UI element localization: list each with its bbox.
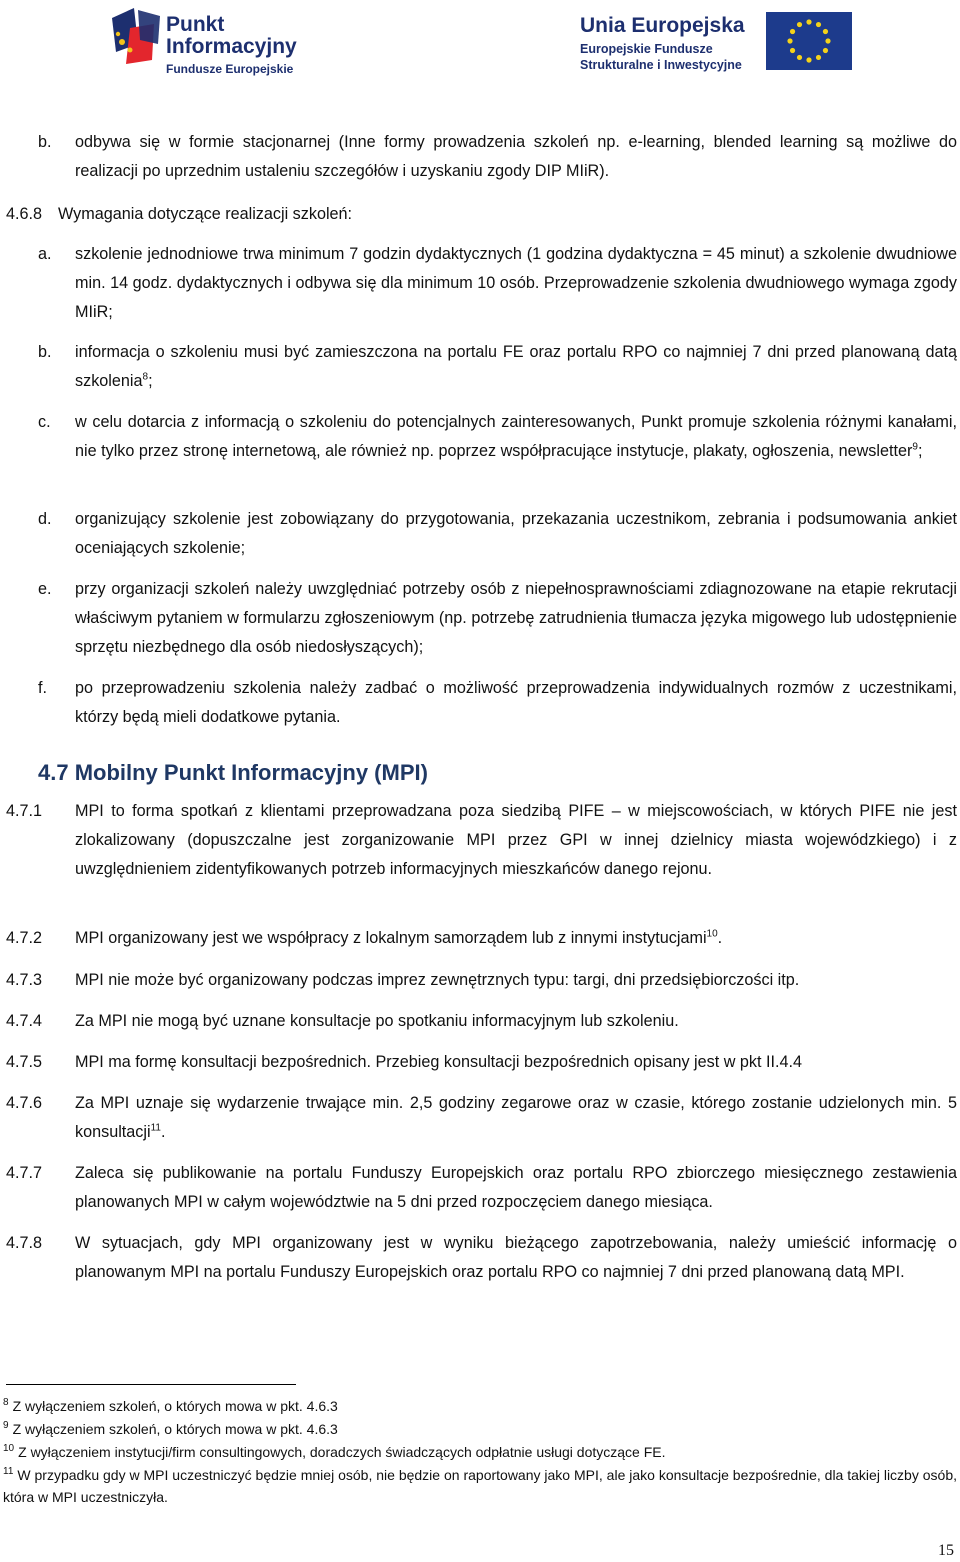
item-number: 4.7.6 xyxy=(6,1094,43,1112)
footnote xyxy=(3,1418,957,1440)
eu-star-icon xyxy=(797,22,802,27)
item-number: 4.7.5 xyxy=(6,1053,43,1071)
item-body: MPI ma formę konsultacji bezpośrednich. Przebieg konsultacji bezpośrednich opisany jest w pkt II.4.4 xyxy=(75,1053,802,1071)
list-label: f. xyxy=(38,679,47,697)
footnote-ref: 8 xyxy=(142,371,149,383)
item-body: organizujący szkolenie jest zobowiązany do przygotowania, przekazania uczestnikom, zebrania i podsumowania ankiet oceniających szkolenie; xyxy=(75,510,957,557)
item-text xyxy=(75,338,957,396)
list-label: d. xyxy=(38,510,52,528)
eu-star-icon xyxy=(790,48,795,53)
footnote-text: W przypadku gdy w MPI uczestniczyć będzie mniej osób, nie będzie on raportowany jako MPI, ale jako konsultacje bezpośrednie, dla takiej liczby osób, która w MPI uczestniczyła. xyxy=(3,1467,957,1505)
section-heading-47: 4.7 Mobilny Punkt Informacyjny (MPI) xyxy=(38,760,428,785)
numbered-item xyxy=(0,1089,960,1147)
item-body: MPI to forma spotkań z klientami przeprowadzana poza siedzibą PIFE – w miejscowościach, w których PIFE nie jest zlokalizowany (dopuszczalne jest zorganizowanie MPI przez GPI w innej dzielnicy miasta wojewódzkiego) i z uwzględnieniem zidentyfikowanych potrzeb informacyjnych mieszkańców danego rejonu. xyxy=(75,802,957,878)
item-body: po przeprowadzeniu szkolenia należy zadbać o możliwość przeprowadzenia indywidualnych rozmów z uczestnikami, którzy będą mieli dodatkowe pytania. xyxy=(75,679,957,726)
footnote-ref: 9 xyxy=(912,441,918,453)
page-number: 15 xyxy=(938,1542,954,1559)
item-number: 4.7.1 xyxy=(6,802,43,820)
eu-star-icon xyxy=(823,48,828,53)
footnote-number: 8 xyxy=(3,1397,9,1409)
item-number: 4.7.7 xyxy=(6,1164,43,1182)
section-title: Wymagania dotyczące realizacji szkoleń: xyxy=(58,205,353,223)
unia-europejska-logo xyxy=(580,8,852,74)
item-number: 4.7.8 xyxy=(6,1234,43,1252)
footnote-number: 10 xyxy=(3,1443,15,1455)
item-text xyxy=(75,1048,957,1077)
item-text xyxy=(75,240,957,327)
punkt-informacyjny-logo xyxy=(108,4,308,76)
section-heading-468 xyxy=(0,200,960,230)
list-label: b. xyxy=(38,133,52,151)
item-text xyxy=(75,797,957,884)
item-tail: . xyxy=(717,929,723,947)
eu-star-icon xyxy=(787,38,792,43)
item-body: w celu dotarcia z informacją o szkoleniu do potencjalnych zainteresowanych, Punkt promuje szkolenia różnymi kanałami, nie tylko przez stronę internetową, ale również np. poprzez współpracujące instytucje, plakaty, ogłoszenia, newsletter xyxy=(75,413,957,460)
item-tail: ; xyxy=(148,372,153,390)
numbered-item xyxy=(0,1048,960,1077)
page-header xyxy=(0,0,960,80)
list-item xyxy=(0,338,960,396)
intro-item xyxy=(0,128,960,186)
eu-star-icon xyxy=(806,57,811,62)
numbered-item xyxy=(0,797,960,913)
item-text xyxy=(75,924,957,953)
list-label: e. xyxy=(38,580,52,598)
eu-star-icon xyxy=(790,29,795,34)
list-label: a. xyxy=(38,245,52,263)
list-item xyxy=(0,575,960,662)
item-body: W sytuacjach, gdy MPI organizowany jest w wyniku bieżącego zapotrzebowania, należy umieścić informację o planowanym MPI na portalu Funduszy Europejskich oraz portalu RPO co najmniej 7 dni przed planowaną datą MPI. xyxy=(75,1234,957,1281)
numbered-item xyxy=(0,1159,960,1217)
footnote-ref: 10 xyxy=(706,928,718,940)
eu-flag-icon xyxy=(766,12,852,70)
list-item xyxy=(0,505,960,563)
numbered-item xyxy=(0,924,960,953)
list-label: c. xyxy=(38,413,51,431)
numbered-item xyxy=(0,1007,960,1036)
footnote-text: Z wyłączeniem szkoleń, o których mowa w pkt. 4.6.3 xyxy=(12,1398,338,1414)
item-tail: ; xyxy=(917,442,923,460)
item-number: 4.7.2 xyxy=(6,929,43,947)
unia-europejska-name: Unia Europejska xyxy=(580,14,745,37)
item-text xyxy=(75,1007,957,1036)
eu-star-icon xyxy=(816,55,821,60)
punkt-informacyjny-name: Punkt Informacyjny xyxy=(166,13,297,58)
footnote xyxy=(3,1441,957,1463)
eu-star-icon xyxy=(816,22,821,27)
footnote xyxy=(3,1395,957,1417)
item-number: 4.7.4 xyxy=(6,1012,43,1030)
item-body: szkolenie jednodniowe trwa minimum 7 godzin dydaktycznych (1 godzina dydaktyczna = 45 minut) a szkolenie dwudniowe min. 14 godz. dydaktycznych i odbywa się dla minimum 10 osób. Przeprowadzenie szkolenia dwudniowego wymaga zgody MIiR; xyxy=(75,245,957,321)
footnote-text: Z wyłączeniem szkoleń, o których mowa w pkt. 4.6.3 xyxy=(12,1421,338,1437)
list-item xyxy=(0,240,960,327)
eu-star-icon xyxy=(823,29,828,34)
numbered-item xyxy=(0,966,960,995)
item-text xyxy=(75,1229,957,1287)
item-body: Za MPI uznaje się wydarzenie trwające min. 2,5 godziny zegarowe oraz w czasie, którego zostanie udzielonych min. 5 konsultacji xyxy=(75,1094,957,1141)
eu-funds-caption: Europejskie Fundusze Strukturalne i Inwestycyjne xyxy=(580,42,742,72)
list-text: odbywa się w formie stacjonarnej (Inne formy prowadzenia szkoleń np. e-learning, blended learning są możliwe do realizacji po uprzednim ustaleniu szczegółów i uzyskaniu zgody DIP MIiR). xyxy=(75,133,957,180)
item-text xyxy=(75,575,957,662)
item-text xyxy=(75,408,957,466)
item-body: MPI organizowany jest we współpracy z lokalnym samorządem lub z innymi instytucjami xyxy=(75,929,707,947)
item-body: informacja o szkoleniu musi być zamieszczona na portalu FE oraz portalu RPO co najmniej 7 dni przed planowaną datą szkolenia xyxy=(75,343,957,390)
footnote-number: 9 xyxy=(3,1420,9,1432)
item-number: 4.7.3 xyxy=(6,971,43,989)
footnote-separator xyxy=(6,1384,296,1385)
section-number: 4.6.8 xyxy=(6,205,43,223)
item-text xyxy=(75,1159,957,1217)
eu-star-icon xyxy=(797,55,802,60)
list-item xyxy=(0,674,960,732)
footnote-text: Z wyłączeniem instytucji/firm consultingowych, doradczych świadczących odpłatnie usługi dotyczące FE. xyxy=(18,1444,666,1460)
item-text xyxy=(75,674,957,732)
item-body: MPI nie może być organizowany podczas imprez zewnętrznych typu: targi, dni przedsiębiorczości itp. xyxy=(75,971,800,989)
footnote xyxy=(3,1464,957,1508)
list-item xyxy=(0,408,960,495)
numbered-item xyxy=(0,1229,960,1316)
item-tail: . xyxy=(160,1123,166,1141)
item-text xyxy=(75,505,957,563)
item-body: Zaleca się publikowanie na portalu Funduszy Europejskich oraz portalu RPO zbiorczego miesięcznego zestawienia planowanych MPI w całym województwie na 5 dni przed rozpoczęciem danego miesiąca. xyxy=(75,1164,957,1211)
eu-star-icon xyxy=(825,38,830,43)
item-text xyxy=(75,966,957,995)
list-label: b. xyxy=(38,343,52,361)
item-text xyxy=(75,1089,957,1147)
fe-emblem-icon xyxy=(108,4,164,76)
eu-star-icon xyxy=(806,19,811,24)
fundusze-europejskie-caption: Fundusze Europejskie xyxy=(166,62,294,76)
footnote-number: 11 xyxy=(3,1466,14,1478)
footnote-ref: 11 xyxy=(150,1122,161,1134)
item-body: Za MPI nie mogą być uznane konsultacje po spotkaniu informacyjnym lub szkoleniu. xyxy=(75,1012,679,1030)
item-body: przy organizacji szkoleń należy uwzględniać potrzeby osób z niepełnosprawnościami zdiagnozowane na etapie rekrutacji właściwym pytaniem w formularzu zgłoszeniowym (np. potrzebę zatrudnienia tłumacza języka migowego lub udostępnienie sprzętu niezbędnego dla osób niedosłyszących); xyxy=(75,580,957,656)
